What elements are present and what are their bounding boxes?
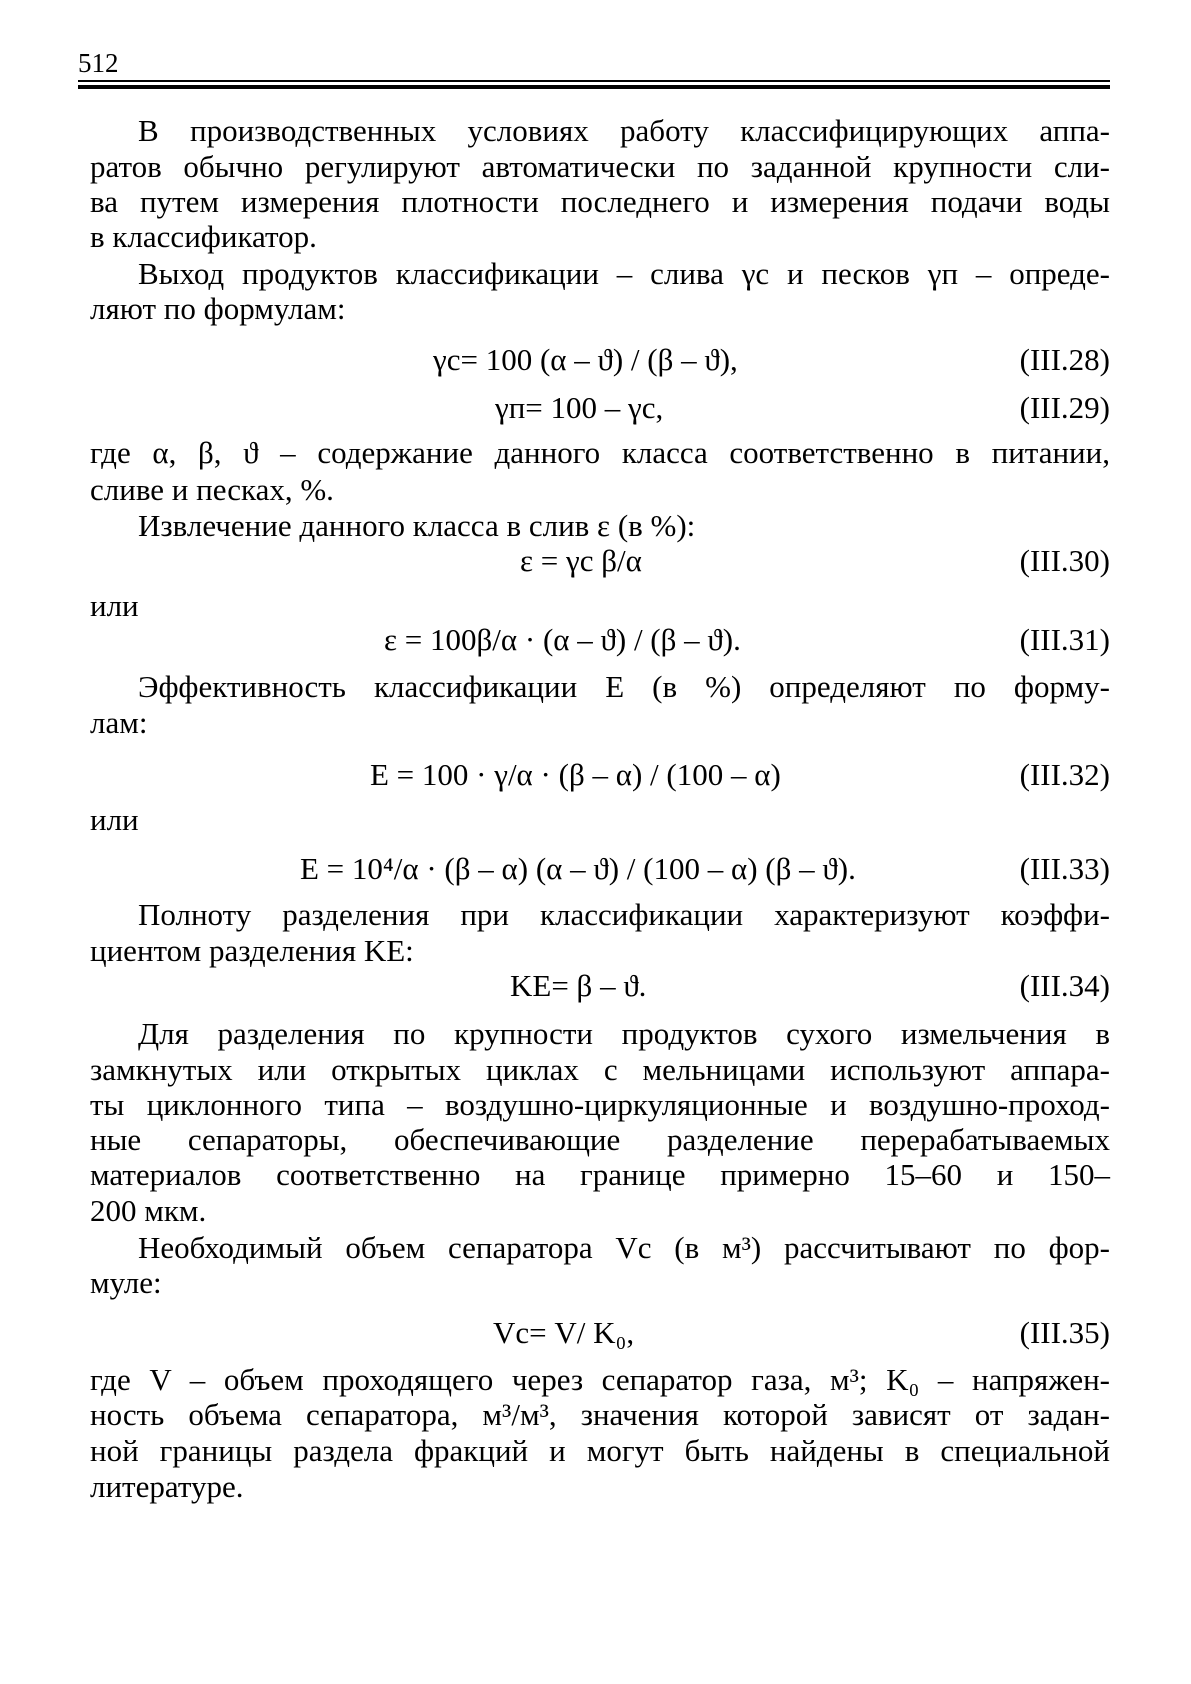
- formula: KЕ= β – ϑ.: [510, 968, 647, 1003]
- text-line: литературе.: [90, 1469, 244, 1504]
- text-line: муле:: [90, 1265, 162, 1300]
- text-line: Извлечение данного класса в слив ε (в %):: [138, 508, 696, 543]
- text-line: ва путем измерения плотности последнего и измерения подачи воды: [90, 184, 1110, 219]
- formula: γс= 100 (α – ϑ) / (β – ϑ),: [433, 342, 738, 377]
- header-rule-thick: [78, 85, 1110, 89]
- formula: γп= 100 – γс,: [495, 390, 664, 425]
- formula: ε = γс β/α: [520, 543, 642, 578]
- equation-number: (III.35): [1019, 1315, 1110, 1350]
- equation-number: (III.34): [1019, 968, 1110, 1003]
- text-line: Выход продуктов классификации – слива γс и песков γп – опреде-: [138, 256, 1110, 291]
- text-line: 200 мкм.: [90, 1193, 207, 1228]
- text-line: лам:: [90, 705, 148, 740]
- page-number: 512: [78, 48, 119, 78]
- text-line: замкнутых или открытых циклах с мельницами используют аппара-: [90, 1052, 1110, 1087]
- equation-number: (III.33): [1019, 851, 1110, 886]
- text-line: ность объема сепаратора, м³/м³, значения которой зависят от задан-: [90, 1397, 1110, 1432]
- text-line: или: [90, 802, 139, 837]
- text-line: сливе и песках, %.: [90, 472, 334, 507]
- text-line: Эффективность классификации Е (в %) определяют по форму-: [138, 669, 1110, 704]
- formula: E = 100 · γ/α · (β – α) / (100 – α): [370, 757, 781, 792]
- text-line: или: [90, 588, 139, 623]
- text-line: где V – объем проходящего через сепаратор газа, м³; K₀ – напряжен-: [90, 1362, 1110, 1397]
- text-line: ратов обычно регулируют автоматически по заданной крупности сли-: [90, 149, 1110, 184]
- equation-number: (III.28): [1019, 342, 1110, 377]
- text-line: Полноту разделения при классификации характеризуют коэффи-: [138, 897, 1110, 932]
- equation-number: (III.31): [1019, 622, 1110, 657]
- text-line: циентом разделения KЕ:: [90, 933, 414, 968]
- equation-number: (III.30): [1019, 543, 1110, 578]
- text-line: ные сепараторы, обеспечивающие разделение перерабатываемых: [90, 1122, 1110, 1157]
- text-line: в классификатор.: [90, 219, 317, 254]
- formula: E = 10⁴/α · (β – α) (α – ϑ) / (100 – α) (β – ϑ).: [300, 851, 856, 886]
- formula: Vс= V/ K₀,: [493, 1315, 635, 1350]
- text-line: где α, β, ϑ – содержание данного класса соответственно в питании,: [90, 435, 1110, 470]
- text-line: материалов соответственно на границе примерно 15–60 и 150–: [90, 1157, 1110, 1192]
- text-line: ляют по формулам:: [90, 291, 346, 326]
- text-line: ной границы раздела фракций и могут быть найдены в специальной: [90, 1433, 1110, 1468]
- equation-number: (III.29): [1019, 390, 1110, 425]
- text-line: Для разделения по крупности продуктов сухого измельчения в: [138, 1016, 1110, 1051]
- equation-number: (III.32): [1019, 757, 1110, 792]
- header-rule: [78, 80, 1110, 82]
- text-line: ты циклонного типа – воздушно-циркуляционные и воздушно-проход-: [90, 1087, 1110, 1122]
- formula: ε = 100β/α · (α – ϑ) / (β – ϑ).: [384, 622, 741, 657]
- text-line: Необходимый объем сепаратора Vс (в м³) рассчитывают по фор-: [138, 1230, 1110, 1265]
- text-line: В производственных условиях работу классифицирующих аппа-: [138, 113, 1110, 148]
